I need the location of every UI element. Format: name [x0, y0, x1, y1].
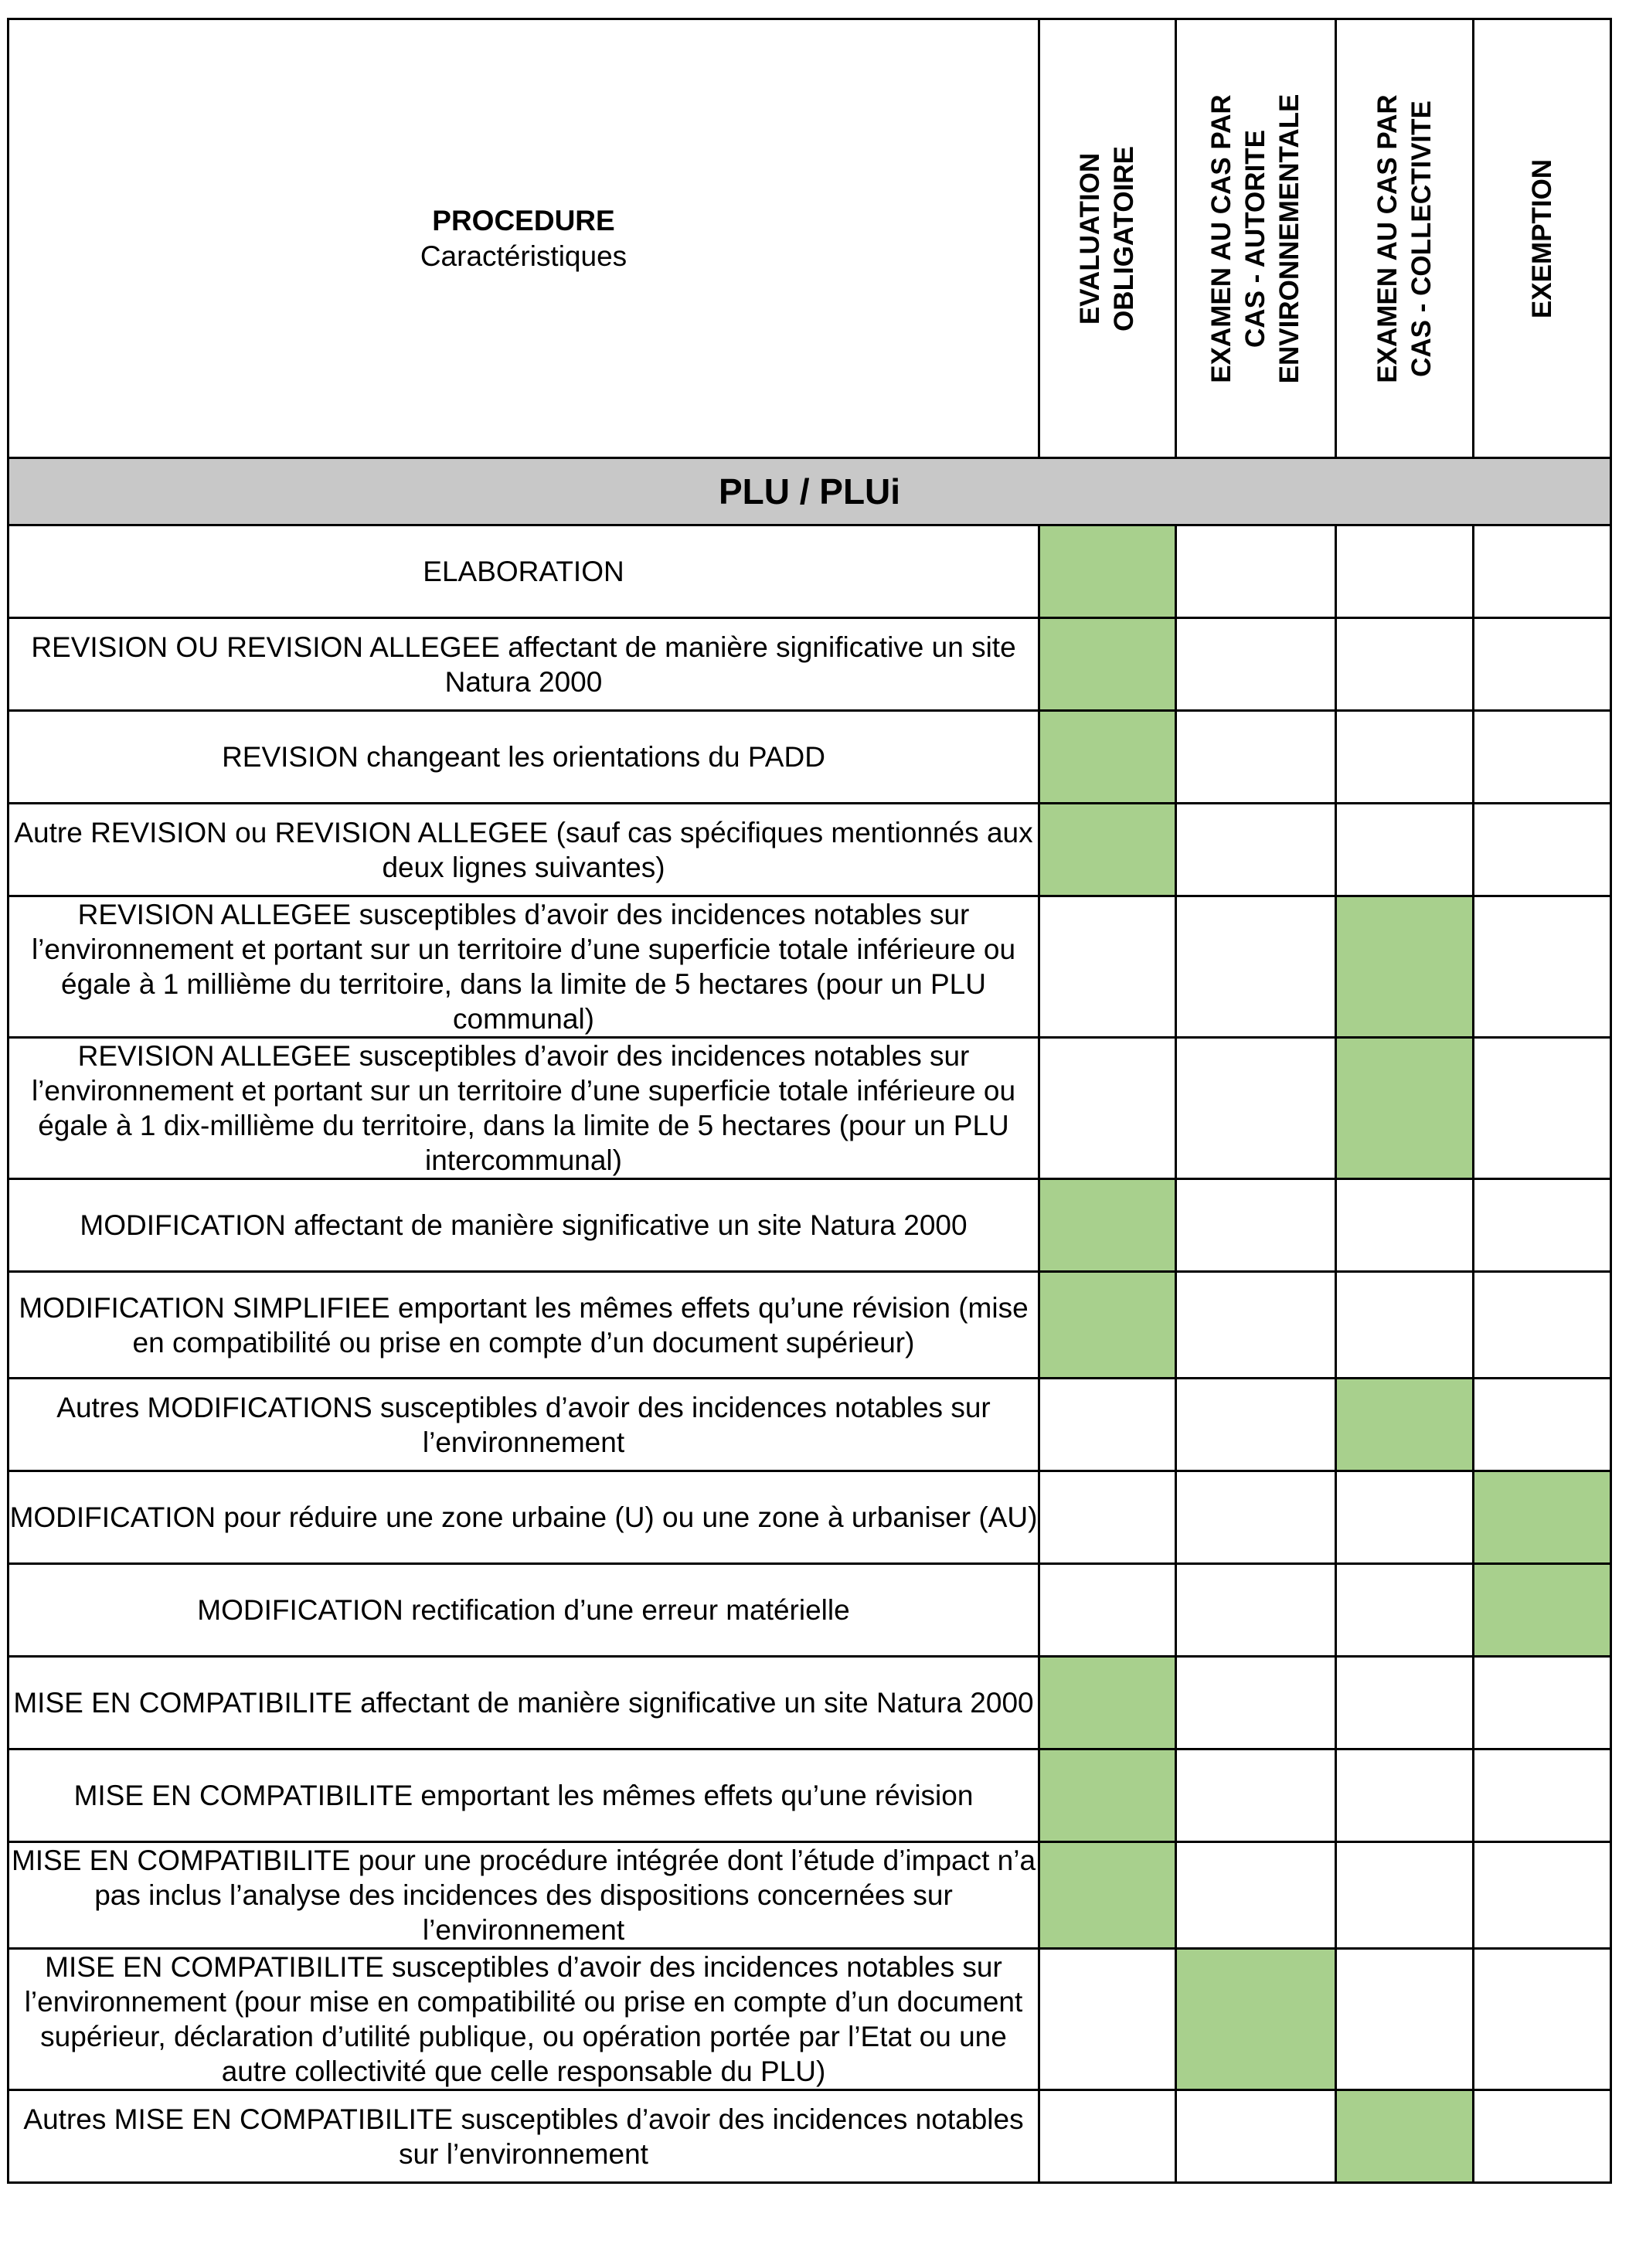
column-header-exemption: [1474, 19, 1611, 458]
empty-cell-examen_ae: [1176, 1179, 1336, 1272]
procedure-table: [7, 18, 1612, 2184]
empty-cell-examen_ae: [1176, 1471, 1336, 1564]
marked-cell-examen_collectivite: [1336, 1038, 1474, 1179]
table-row: [9, 1038, 1611, 1179]
procedure-cell: REVISION ALLEGEE susceptibles d’avoir des incidences notables sur l’environnement et portant sur un territoire d’une superficie totale inférieure ou égale à 1 dix-millième du territoire, dans la limite de 5 hectares (pour un PLU intercommunal): [9, 1038, 1039, 1179]
empty-cell-examen_ae: [1176, 1657, 1336, 1749]
marked-cell-evaluation: [1039, 711, 1176, 804]
table-row: [9, 618, 1611, 711]
empty-cell-exemption: [1474, 1379, 1611, 1471]
table-row: [9, 1179, 1611, 1272]
empty-cell-evaluation: [1039, 1949, 1176, 2090]
procedure-header-cell: [9, 19, 1039, 458]
empty-cell-examen_ae: [1176, 618, 1336, 711]
empty-cell-exemption: [1474, 896, 1611, 1038]
empty-cell-examen_ae: [1176, 1379, 1336, 1471]
empty-cell-examen_ae: [1176, 1564, 1336, 1657]
procedure-title: PROCEDURE: [432, 204, 615, 236]
empty-cell-evaluation: [1039, 1038, 1176, 1179]
marked-cell-evaluation: [1039, 525, 1176, 618]
header-row: [9, 19, 1611, 458]
column-label-exemption: EXEMPTION: [1526, 158, 1557, 318]
procedure-cell: Autres MISE EN COMPATIBILITE susceptibles d’avoir des incidences notables sur l’environnement: [9, 2090, 1039, 2183]
empty-cell-examen_collectivite: [1336, 525, 1474, 618]
empty-cell-examen_ae: [1176, 1842, 1336, 1949]
empty-cell-examen_ae: [1176, 1038, 1336, 1179]
column-label-examen-autorite: EXAMEN AU CAS PAR CAS - AUTORITE ENVIRONNEMENTALE: [1206, 94, 1304, 383]
table-row: [9, 711, 1611, 804]
procedure-cell: REVISION ALLEGEE susceptibles d’avoir des incidences notables sur l’environnement et portant sur un territoire d’une superficie totale inférieure ou égale à 1 millième du territoire, dans la limite de 5 hectares (pour un PLU communal): [9, 896, 1039, 1038]
empty-cell-examen_ae: [1176, 711, 1336, 804]
empty-cell-examen_collectivite: [1336, 1272, 1474, 1379]
procedure-cell: Autres MODIFICATIONS susceptibles d’avoir des incidences notables sur l’environnement: [9, 1379, 1039, 1471]
empty-cell-examen_ae: [1176, 2090, 1336, 2183]
marked-cell-examen_collectivite: [1336, 1379, 1474, 1471]
empty-cell-examen_collectivite: [1336, 1949, 1474, 2090]
procedure-cell: REVISION OU REVISION ALLEGEE affectant de manière significative un site Natura 2000: [9, 618, 1039, 711]
empty-cell-evaluation: [1039, 2090, 1176, 2183]
empty-cell-examen_ae: [1176, 804, 1336, 896]
empty-cell-examen_collectivite: [1336, 1749, 1474, 1842]
marked-cell-examen_ae: [1176, 1949, 1336, 2090]
empty-cell-examen_collectivite: [1336, 1471, 1474, 1564]
procedure-cell: MISE EN COMPATIBILITE affectant de manière significative un site Natura 2000: [9, 1657, 1039, 1749]
empty-cell-evaluation: [1039, 896, 1176, 1038]
empty-cell-exemption: [1474, 525, 1611, 618]
empty-cell-examen_collectivite: [1336, 1564, 1474, 1657]
procedure-cell: ELABORATION: [9, 525, 1039, 618]
marked-cell-evaluation: [1039, 1657, 1176, 1749]
empty-cell-examen_collectivite: [1336, 618, 1474, 711]
empty-cell-evaluation: [1039, 1471, 1176, 1564]
table-row: [9, 1949, 1611, 2090]
empty-cell-exemption: [1474, 1272, 1611, 1379]
empty-cell-exemption: [1474, 2090, 1611, 2183]
table-row: [9, 1842, 1611, 1949]
column-header-examen-autorite: [1176, 19, 1336, 458]
marked-cell-exemption: [1474, 1564, 1611, 1657]
marked-cell-examen_collectivite: [1336, 2090, 1474, 2183]
table-row: [9, 896, 1611, 1038]
marked-cell-evaluation: [1039, 1272, 1176, 1379]
table-row: [9, 1379, 1611, 1471]
procedure-cell: MODIFICATION SIMPLIFIEE emportant les mêmes effets qu’une révision (mise en compatibilité ou prise en compte d’un document supérieur): [9, 1272, 1039, 1379]
empty-cell-exemption: [1474, 804, 1611, 896]
empty-cell-examen_ae: [1176, 896, 1336, 1038]
section-row: [9, 458, 1611, 525]
procedure-cell: REVISION changeant les orientations du PADD: [9, 711, 1039, 804]
procedure-cell: MISE EN COMPATIBILITE pour une procédure intégrée dont l’étude d’impact n’a pas inclus l’analyse des incidences des dispositions concernées sur l’environnement: [9, 1842, 1039, 1949]
empty-cell-examen_collectivite: [1336, 711, 1474, 804]
marked-cell-exemption: [1474, 1471, 1611, 1564]
procedure-cell: MISE EN COMPATIBILITE susceptibles d’avoir des incidences notables sur l’environnement (pour mise en compatibilité ou prise en compte d’un document supérieur, déclaration d’utilité publique, ou opération portée par l’Etat ou une autre collectivité que celle responsable du PLU): [9, 1949, 1039, 2090]
procedure-cell: MISE EN COMPATIBILITE emportant les mêmes effets qu’une révision: [9, 1749, 1039, 1842]
table-row: [9, 1749, 1611, 1842]
empty-cell-exemption: [1474, 1749, 1611, 1842]
marked-cell-examen_collectivite: [1336, 896, 1474, 1038]
empty-cell-examen_ae: [1176, 1272, 1336, 1379]
marked-cell-evaluation: [1039, 1179, 1176, 1272]
empty-cell-exemption: [1474, 1657, 1611, 1749]
empty-cell-exemption: [1474, 1949, 1611, 2090]
column-label-evaluation: EVALUATION OBLIGATOIRE: [1075, 145, 1139, 332]
empty-cell-examen_collectivite: [1336, 804, 1474, 896]
empty-cell-examen_ae: [1176, 1749, 1336, 1842]
empty-cell-examen_ae: [1176, 525, 1336, 618]
procedure-subtitle: Caractéristiques: [420, 240, 627, 272]
empty-cell-evaluation: [1039, 1379, 1176, 1471]
section-title: PLU / PLUi: [9, 458, 1611, 525]
empty-cell-examen_collectivite: [1336, 1179, 1474, 1272]
empty-cell-exemption: [1474, 1179, 1611, 1272]
marked-cell-evaluation: [1039, 1842, 1176, 1949]
table-row: [9, 1272, 1611, 1379]
empty-cell-exemption: [1474, 618, 1611, 711]
column-header-examen-collectivite: [1336, 19, 1474, 458]
procedure-cell: MODIFICATION pour réduire une zone urbaine (U) ou une zone à urbaniser (AU): [9, 1471, 1039, 1564]
table-row: [9, 804, 1611, 896]
marked-cell-evaluation: [1039, 1749, 1176, 1842]
table-row: [9, 2090, 1611, 2183]
marked-cell-evaluation: [1039, 618, 1176, 711]
procedure-cell: MODIFICATION rectification d’une erreur matérielle: [9, 1564, 1039, 1657]
empty-cell-exemption: [1474, 1038, 1611, 1179]
marked-cell-evaluation: [1039, 804, 1176, 896]
empty-cell-exemption: [1474, 711, 1611, 804]
empty-cell-examen_collectivite: [1336, 1842, 1474, 1949]
empty-cell-exemption: [1474, 1842, 1611, 1949]
column-label-examen-collectivite: EXAMEN AU CAS PAR CAS - COLLECTIVITE: [1372, 94, 1437, 383]
table-row: [9, 1564, 1611, 1657]
column-header-evaluation: [1039, 19, 1176, 458]
table-row: [9, 1657, 1611, 1749]
table-row: [9, 1471, 1611, 1564]
procedure-cell: MODIFICATION affectant de manière significative un site Natura 2000: [9, 1179, 1039, 1272]
table-row: [9, 525, 1611, 618]
empty-cell-examen_collectivite: [1336, 1657, 1474, 1749]
empty-cell-evaluation: [1039, 1564, 1176, 1657]
procedure-cell: Autre REVISION ou REVISION ALLEGEE (sauf cas spécifiques mentionnés aux deux lignes suivantes): [9, 804, 1039, 896]
